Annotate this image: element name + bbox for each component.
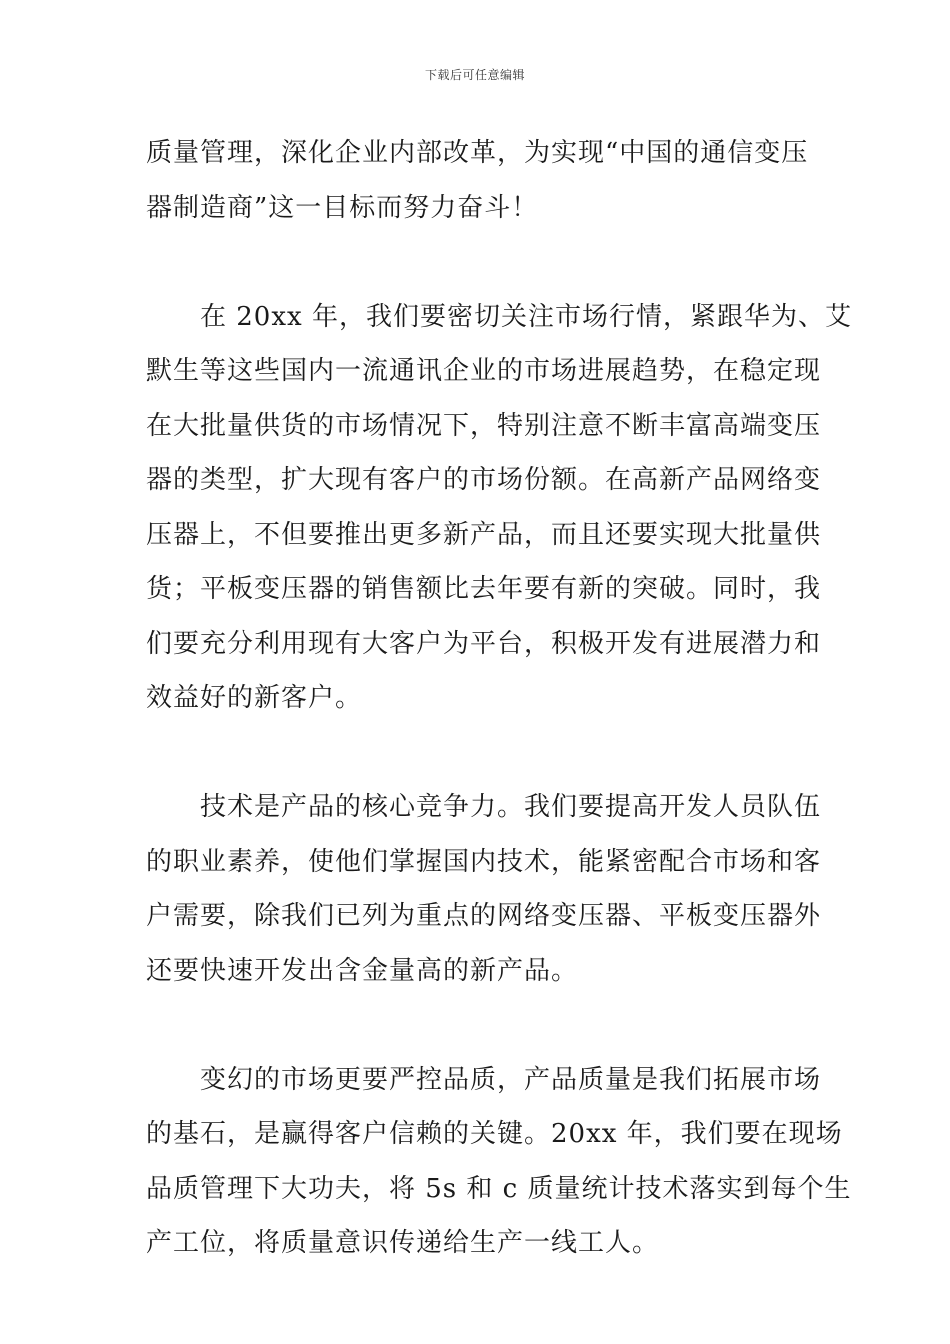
text-line: 还要快速开发出含金量高的新产品。 xyxy=(146,955,579,986)
paragraph-2 xyxy=(146,290,852,726)
text-line: 默生等这些国内一流通讯企业的市场进展趋势，在稳定现 xyxy=(146,356,822,386)
text-line: 质量管理，深化企业内部改革，为实现“中国的通信变压 xyxy=(146,138,809,168)
text-line: 品质管理下大功夫，将 5s 和 c 质量统计技术落实到每个生 xyxy=(146,1173,852,1204)
paragraph-1 xyxy=(146,126,810,235)
paragraph-gap xyxy=(146,235,810,290)
paragraph-gap xyxy=(146,726,810,781)
text-line: 在大批量供货的市场情况下，特别注意不断丰富高端变压 xyxy=(146,410,822,441)
page-header: 下载后可任意编辑 xyxy=(424,68,525,82)
text-line: 的职业素养，使他们掌握国内技术，能紧密配合市场和客 xyxy=(146,846,822,877)
text-line: 货；平板变压器的销售额比去年要有新的突破。同时，我 xyxy=(146,574,822,604)
text-line: 变幻的市场更要严控品质，产品质量是我们拓展市场 xyxy=(200,1064,822,1095)
text-line: 效益好的新客户。 xyxy=(146,683,363,713)
paragraph-3 xyxy=(146,780,822,998)
text-line: 技术是产品的核心竞争力。我们要提高开发人员队伍 xyxy=(200,792,822,822)
text-line: 器的类型，扩大现有客户的市场份额。在高新产品网络变 xyxy=(146,465,822,495)
text-line: 在 20xx 年，我们要密切关注市场行情，紧跟华为、艾 xyxy=(200,301,852,332)
text-line: 器制造商”这一目标而努力奋斗！ xyxy=(146,192,539,223)
text-line: 们要充分利用现有大客户为平台，积极开发有进展潜力和 xyxy=(146,628,822,659)
text-line: 产工位，将质量意识传递给生产一线工人。 xyxy=(146,1228,660,1258)
paragraph-gap xyxy=(146,998,810,1053)
text-line: 户需要，除我们已列为重点的网络变压器、平板变压器外 xyxy=(146,901,822,931)
document-body xyxy=(146,126,852,1271)
text-line: 压器上，不但要推出更多新产品，而且还要实现大批量供 xyxy=(146,519,822,550)
paragraph-4 xyxy=(146,1053,852,1271)
text-line: 的基石，是赢得客户信赖的关键。20xx 年，我们要在现场 xyxy=(146,1119,843,1149)
